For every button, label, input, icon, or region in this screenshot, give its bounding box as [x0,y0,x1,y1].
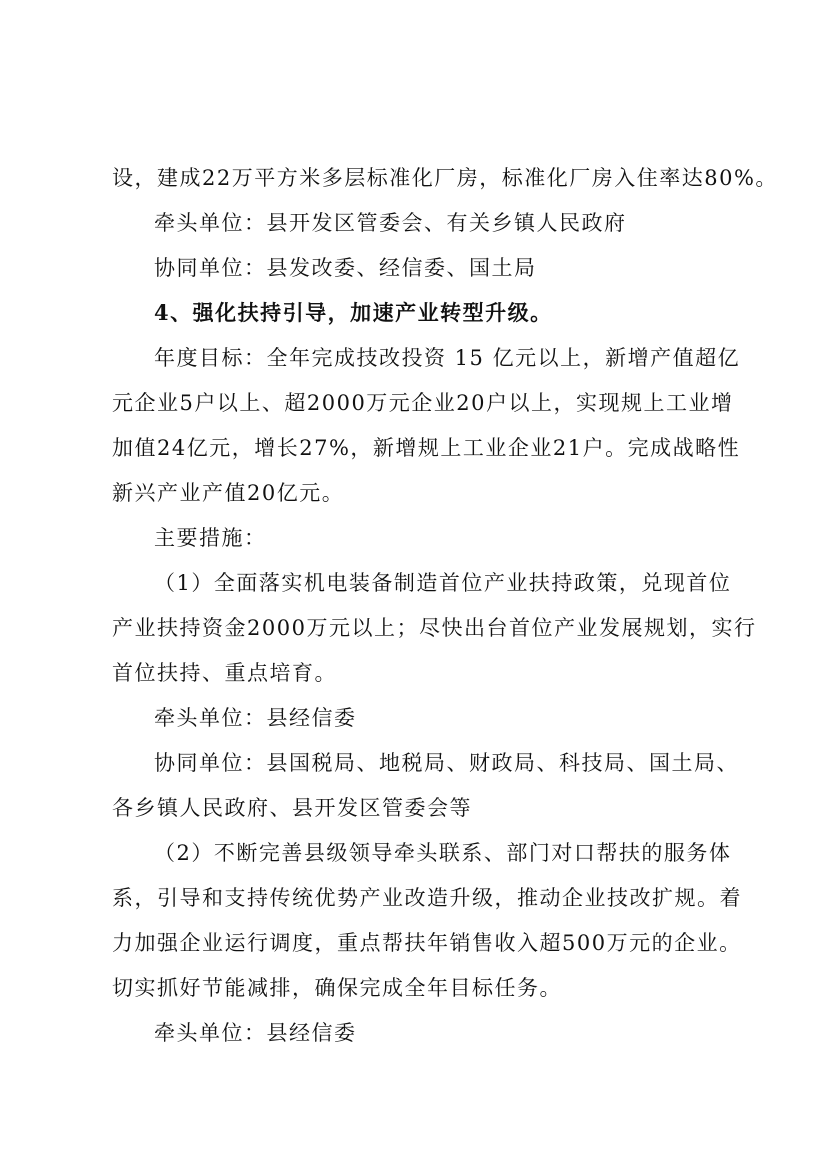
annual-goal-line-4: 新兴产业产值20亿元。 [112,481,345,505]
annual-goal-line-3: 加值24亿元，增长27%，新增规上工业企业21户。完成战略性 [112,436,741,460]
measure-2-line-1: （2）不断完善县级领导牵头联系、部门对口帮扶的服务体 [154,841,732,865]
measure-2-line-3: 力加强企业运行调度，重点帮扶年销售收入超500万元的企业。 [112,931,742,955]
annual-goal-line-2: 元企业5户以上、超2000万元企业20户以上，实现规上工业增 [112,391,734,415]
measure-1-line-3: 首位扶持、重点培育。 [112,661,337,685]
lead-unit-line: 牵头单位：县经信委 [154,706,357,730]
lead-unit-line: 牵头单位：县经信委 [154,1021,357,1045]
coop-unit-line: 协同单位：县发改委、经信委、国土局 [154,256,537,280]
section-heading: 4、强化扶持引导，加速产业转型升级。 [154,300,553,325]
measure-2-line-4: 切实抓好节能减排，确保完成全年目标任务。 [112,976,562,1000]
coop-unit-line: 协同单位：县国税局、地税局、财政局、科技局、国土局、 [154,751,739,775]
lead-unit-line: 牵头单位：县开发区管委会、有关乡镇人民政府 [154,211,627,235]
text-line-1: 设，建成22万平方米多层标准化厂房，标准化厂房入住率达80%。 [112,166,778,190]
main-measures-label: 主要措施： [154,526,267,550]
measure-2-line-2: 系，引导和支持传统优势产业改造升级，推动企业技改扩规。着 [112,886,742,910]
measure-1-line-2: 产业扶持资金2000万元以上；尽快出台首位产业发展规划，实行 [112,616,757,640]
annual-goal-line-1: 年度目标：全年完成技改投资 15 亿元以上，新增产值超亿 [154,346,741,370]
coop-unit-line-cont: 各乡镇人民政府、县开发区管委会等 [112,796,472,820]
measure-1-line-1: （1）全面落实机电装备制造首位产业扶持政策，兑现首位 [154,571,732,595]
